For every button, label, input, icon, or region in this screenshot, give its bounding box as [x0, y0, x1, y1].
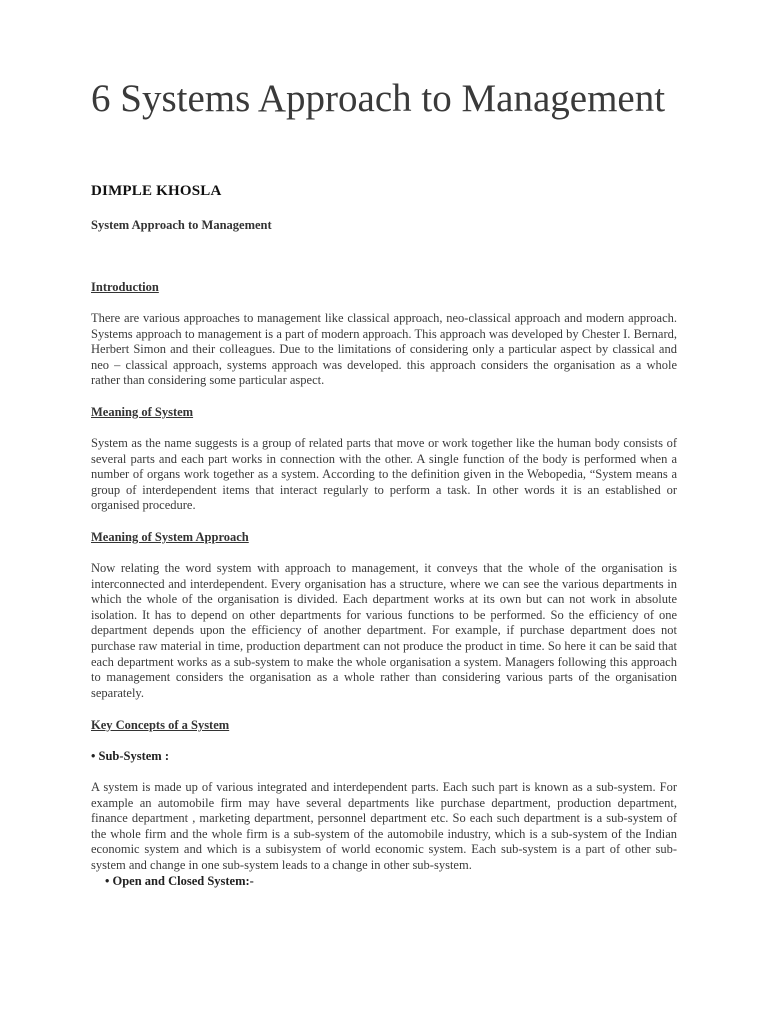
author-name: DIMPLE KHOSLA	[91, 183, 222, 199]
heading-meaning-of-system-approach: Meaning of System Approach	[91, 530, 249, 544]
document-title: 6 Systems Approach to Management	[91, 77, 666, 120]
bullet-sub-system: • Sub-System :	[91, 749, 169, 763]
paragraph-sub-system: A system is made up of various integrated and interdependent parts. Each such part is known as a sub-system. For example an automobile firm may have several departments like purchase department, production department, finance department , marketing department, personnel department etc. So each such department is a sub-system of the whole firm and the whole firm is a sub-system of the automobile industry, which is a sub-system of the Indian economic system and which is a subisystem of world economic system. Each sub-system is a part of other sub-system and change in one sub-system leads to a change in other sub-system.	[91, 780, 677, 872]
heading-introduction: Introduction	[91, 280, 159, 294]
paragraph-introduction: There are various approaches to management like classical approach, neo-classical approach and modern approach. Systems approach to management is a part of modern approach. This approach was developed by Chester I. Bernard, Herbert Simon and their colleagues. Due to the limitations of considering only a particular aspect by classical and neo – classical approach, systems approach was developed. this approach considers the organisation as a whole rather than considering some particular aspect.	[91, 311, 677, 388]
heading-key-concepts: Key Concepts of a System	[91, 718, 230, 732]
bullet-open-closed-system: • Open and Closed System:-	[105, 874, 254, 888]
document-subtitle: System Approach to Management	[91, 218, 272, 232]
paragraph-meaning-of-system: System as the name suggests is a group of related parts that move or work together like the human body consists of several parts and each part works in connection with the other. A single function of the body is performed when a number of organs work together as a system. According to the definition given in the Webopedia, “System means a group of interdependent items that interact regularly to perform a task. In other words it is an established or organised procedure.	[91, 436, 677, 513]
paragraph-meaning-of-system-approach: Now relating the word system with approach to management, it conveys that the whole of the organisation is interconnected and interdependent. Every organisation has a structure, where we can see the various departments in which the whole of the organisation is divided. Each department works at its own but can not work in absolute isolation. It has to depend on other departments for various functions to be performed. So the efficiency of one department depends upon the efficiency of another department. For example, if purchase department does not purchase raw material in time, production department can not produce the product in time. So here it can be said that each department works as a sub-system to make the whole organisation a system. Managers following this approach to management considers the organisation as a whole rather than considering various parts of the organisation separately.	[91, 561, 677, 700]
heading-meaning-of-system: Meaning of System	[91, 405, 194, 419]
